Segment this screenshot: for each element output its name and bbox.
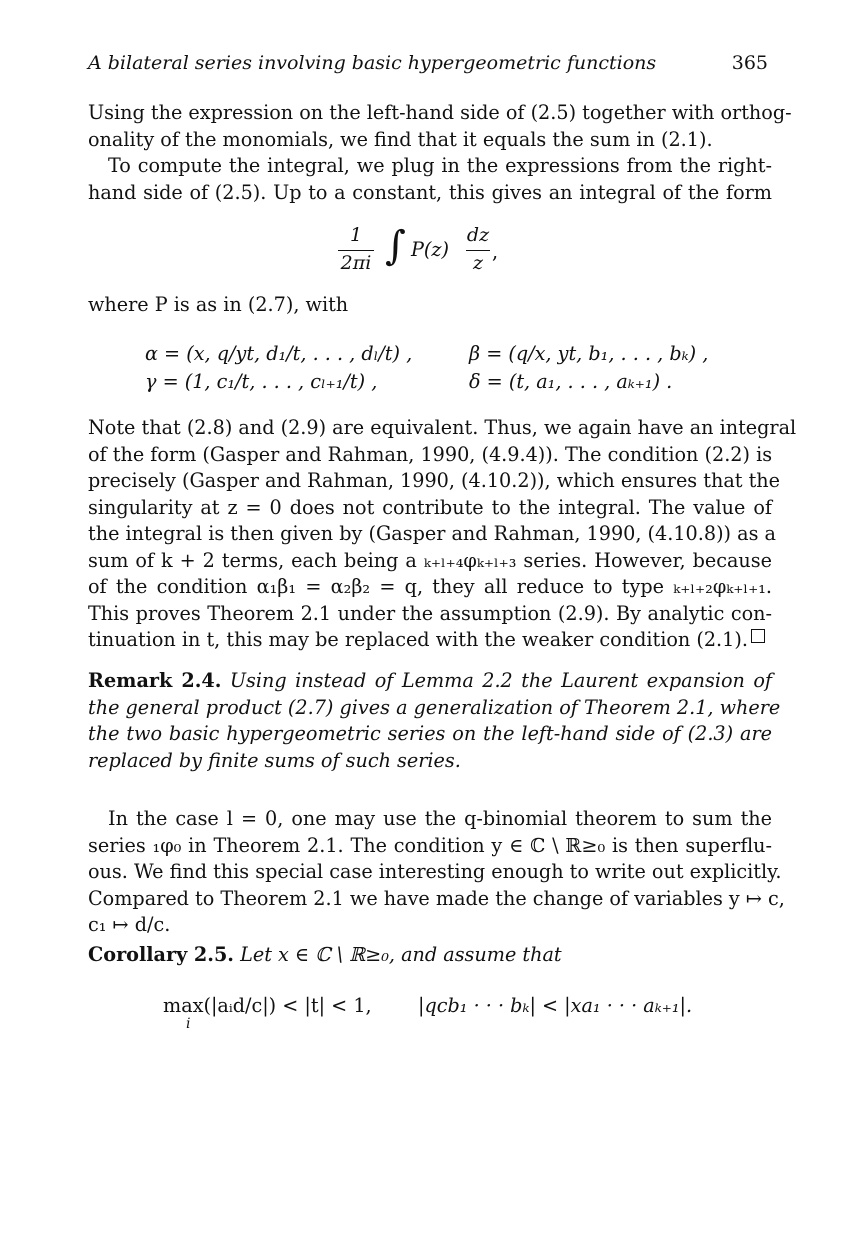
text-line: precisely (Gasper and Rahman, 1990, (4.10.2)), which ensures that the xyxy=(88,469,780,492)
paragraph-where xyxy=(88,292,772,319)
corollary-label: Corollary 2.5. xyxy=(88,943,234,966)
text-line: c₁ ↦ d/c. xyxy=(88,913,171,936)
remark-text: Using instead of Lemma 2.2 the Laurent expansion of xyxy=(229,669,772,692)
paragraph-orthogonality xyxy=(88,100,792,153)
qed-square-icon xyxy=(751,629,765,643)
text-line: Note that (2.8) and (2.9) are equivalent. Thus, we again have an integral xyxy=(88,416,797,439)
delta-definition: δ = (t, a₁, . . . , aₖ₊₁) . xyxy=(469,370,673,393)
remark-2-4 xyxy=(88,668,781,774)
paragraph-special-case xyxy=(88,806,785,939)
fraction-bar xyxy=(466,250,490,251)
text-line: hand side of (2.5). Up to a constant, this gives an integral of the form xyxy=(88,180,772,204)
text-line: tinuation in t, this may be replaced with the weaker condition (2.1). xyxy=(88,628,748,651)
running-header xyxy=(88,52,768,78)
text-line: of the condition α₁β₁ = α₂β₂ = q, they all reduce to type ₖ₊ₗ₊₂φₖ₊ₗ₊₁. xyxy=(88,575,772,598)
text-line: To compute the integral, we plug in the expressions from the right- xyxy=(108,154,772,177)
text-line xyxy=(88,668,772,695)
z-denominator: z xyxy=(472,252,483,274)
text-line: onality of the monomials, we find that it equals the sum in (2.1). xyxy=(88,127,713,151)
paragraph-note xyxy=(88,415,797,654)
fraction-numerator: 1 xyxy=(349,224,363,246)
text-line: where P is as in (2.7), with xyxy=(88,293,349,316)
text-line: series ₁φ₀ in Theorem 2.1. The condition y ∈ ℂ \ ℝ≥₀ is then superflu- xyxy=(88,833,772,857)
text-line: In the case l = 0, one may use the q-binomial theorem to sum the xyxy=(108,807,772,830)
alpha-definition: α = (x, q/yt, d₁/t, . . . , dₗ/t) , xyxy=(145,342,413,365)
paragraph-compute-integral xyxy=(88,153,772,206)
remark-label: Remark 2.4. xyxy=(88,669,222,692)
integrand: P(z) xyxy=(411,238,449,261)
fraction-denominator: 2πi xyxy=(340,252,372,274)
beta-definition: β = (q/x, yt, b₁, . . . , bₖ) , xyxy=(469,342,709,365)
text-line: singularity at z = 0 does not contribute to the integral. The value of xyxy=(88,495,772,519)
fraction-bar xyxy=(338,250,374,251)
product-condition: |qcb₁ · · · bₖ| < |xa₁ · · · aₖ₊₁|. xyxy=(418,994,693,1017)
text-line: Compared to Theorem 2.1 we have made the change of variables y ↦ c, xyxy=(88,886,785,910)
text-line xyxy=(88,942,772,969)
text-line: replaced by finite sums of such series. xyxy=(88,748,461,772)
running-title: A bilateral series involving basic hypergeometric functions xyxy=(88,52,657,74)
integral-sign: ∫ xyxy=(385,223,406,269)
comma: , xyxy=(492,240,499,263)
text-line: of the form (Gasper and Rahman, 1990, (4.9.4)). The condition (2.2) is xyxy=(88,442,773,466)
text-line: Using the expression on the left-hand side of (2.5) together with orthog- xyxy=(88,101,792,124)
text-line: the integral is then given by (Gasper and Rahman, 1990, (4.10.8)) as a xyxy=(88,522,776,545)
max-subscript: i xyxy=(186,1016,191,1032)
text-line: the two basic hypergeometric series on the left-hand side of (2.3) are xyxy=(88,722,772,745)
corollary-text: Let x ∈ ℂ \ ℝ≥₀, and assume that xyxy=(240,943,562,966)
page-number: 365 xyxy=(731,52,768,74)
text-line: sum of k + 2 terms, each being a ₖ₊ₗ₊₄φₖ₊ₗ₊₃ series. However, because xyxy=(88,548,772,572)
text-line: ous. We find this special case interesting enough to write out explicitly. xyxy=(88,860,782,883)
corollary-2-5 xyxy=(88,942,772,969)
dz-numerator: dz xyxy=(466,224,490,246)
max-condition: max(|aᵢd/c|) < |t| < 1, xyxy=(163,994,372,1017)
text-line: This proves Theorem 2.1 under the assumption (2.9). By analytic con- xyxy=(88,601,772,625)
gamma-definition: γ = (1, c₁/t, . . . , cₗ₊₁/t) , xyxy=(145,370,378,393)
text-line: the general product (2.7) gives a generalization of Theorem 2.1, where xyxy=(88,695,781,719)
